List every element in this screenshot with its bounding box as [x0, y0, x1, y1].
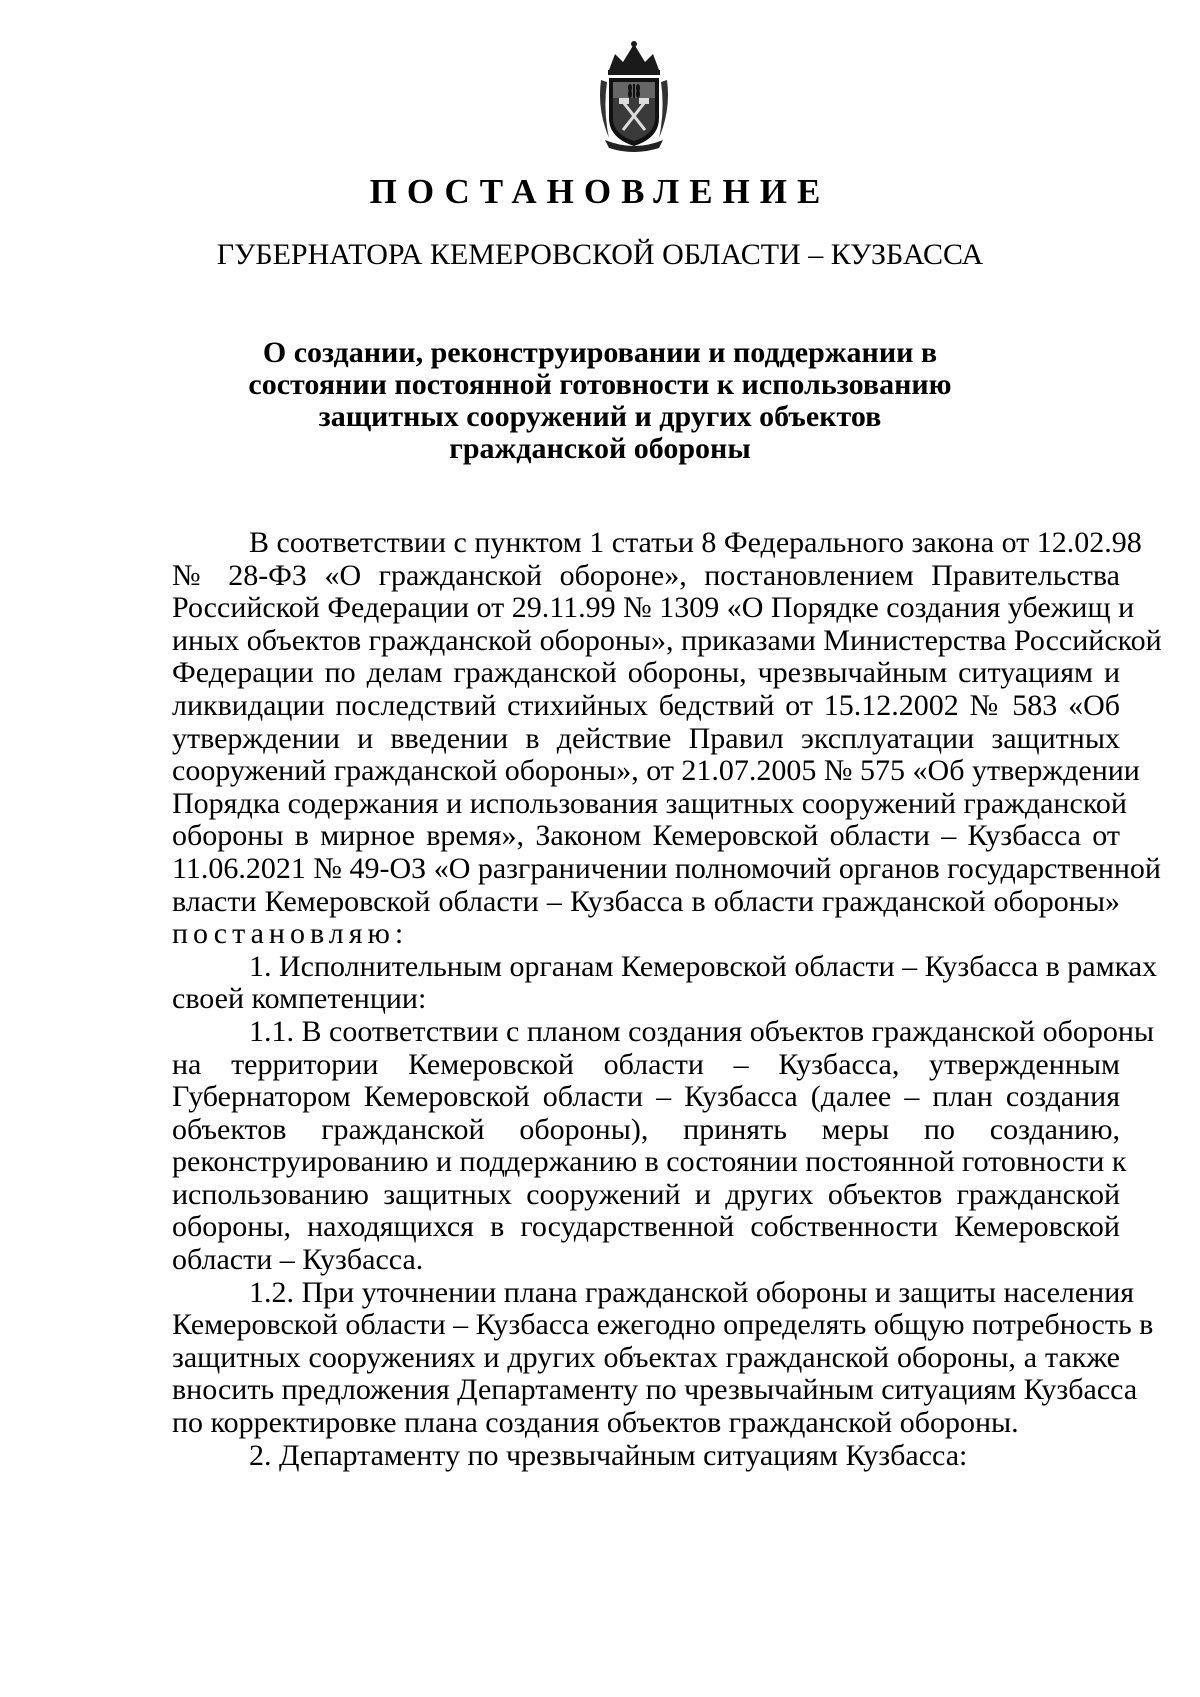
- title-line: гражданской обороны: [449, 432, 751, 465]
- body-line: сооружений гражданской обороны», от 21.07.2005 № 575 «Об утверждении: [172, 754, 1140, 788]
- coat-of-arms-icon: [595, 40, 673, 152]
- body-line: 1.2. При уточнении плана гражданской обороны и защиты населения: [249, 1275, 1135, 1309]
- body-line: Губернатором Кемеровской области – Кузбасса (далее – план создания: [172, 1080, 1120, 1114]
- body-line: обороны, находящихся в государственной собственности Кемеровской: [172, 1210, 1120, 1244]
- body-line: вносить предложения Департаменту по чрезвычайным ситуациям Кузбасса: [172, 1373, 1138, 1407]
- body-line: ликвидации последствий стихийных бедствий от 15.12.2002 № 583 «Об: [172, 688, 1120, 722]
- body-line: реконструированию и поддержанию в состоянии постоянной готовности к: [172, 1145, 1127, 1179]
- document-body: [172, 526, 1162, 1472]
- body-line: по корректировке плана создания объектов гражданской обороны.: [172, 1406, 1019, 1440]
- body-line: 1.1. В соответствии с планом создания объектов гражданской обороны: [249, 1014, 1155, 1048]
- body-line: власти Кемеровской области – Кузбасса в области гражданской обороны»: [172, 884, 1120, 918]
- body-line: 1. Исполнительным органам Кемеровской области – Кузбасса в рамках: [249, 949, 1158, 983]
- title-line: защитных сооружений и других объектов: [318, 400, 882, 433]
- body-line: Кемеровской области – Кузбасса ежегодно определять общую потребность в: [172, 1308, 1154, 1342]
- body-line: № 28-ФЗ «О гражданской обороне», постановлением Правительства: [172, 558, 1120, 592]
- body-line: 11.06.2021 № 49-ОЗ «О разграничении полномочий органов государственной: [172, 851, 1161, 885]
- body-line: Федерации по делам гражданской обороны, чрезвычайным ситуациям и: [172, 656, 1120, 690]
- body-line: Порядка содержания и использования защитных сооружений гражданской: [172, 786, 1127, 820]
- title-line: О создании, реконструировании и поддержании в: [262, 336, 938, 369]
- body-line: утверждении и введении в действие Правил эксплуатации защитных: [172, 721, 1120, 755]
- body-line: В соответствии с пунктом 1 статьи 8 Федерального закона от 12.02.98: [249, 526, 1142, 559]
- document-type-heading: ПОСТАНОВЛЕНИЕ: [369, 172, 831, 211]
- body-line: защитных сооружениях и других объектах гражданской обороны, а также: [172, 1340, 1120, 1374]
- body-line: 2. Департаменту по чрезвычайным ситуациям Кузбасса:: [249, 1438, 968, 1472]
- body-line: использованию защитных сооружений и других объектов гражданской: [172, 1177, 1120, 1211]
- body-line: на территории Кемеровской области – Кузбасса, утвержденным: [172, 1047, 1120, 1081]
- body-line: обороны в мирное время», Законом Кемеровской области – Кузбасса от: [172, 819, 1120, 853]
- title-line: состоянии постоянной готовности к использованию: [248, 368, 952, 401]
- body-line: своей компетенции:: [172, 982, 427, 1016]
- body-line: объектов гражданской обороны), принять меры по созданию,: [172, 1112, 1120, 1146]
- body-line: иных объектов гражданской обороны», приказами Министерства Российской: [172, 623, 1162, 657]
- resolution-word: постановляю:: [172, 917, 409, 951]
- document-title: [240, 337, 960, 465]
- body-line: Российской Федерации от 29.11.99 № 1309 «О Порядке создания убежищ и: [172, 591, 1135, 625]
- body-line: области – Кузбасса.: [172, 1243, 424, 1277]
- issuer-heading: ГУБЕРНАТОРА КЕМЕРОВСКОЙ ОБЛАСТИ – КУЗБАССА: [216, 238, 984, 271]
